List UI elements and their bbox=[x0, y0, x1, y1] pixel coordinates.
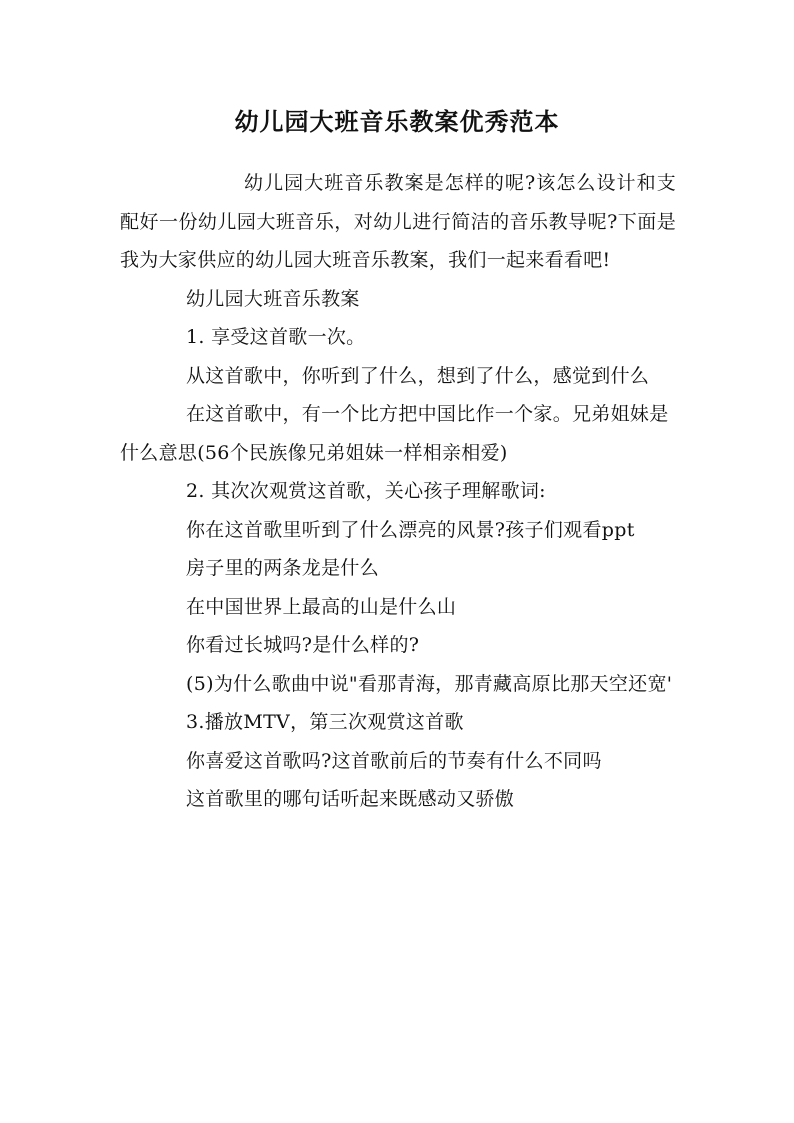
step-1: 1. 享受这首歌一次。 bbox=[186, 326, 366, 348]
section-heading: 幼儿园大班音乐教案 bbox=[186, 287, 360, 310]
intro-paragraph: 幼儿园大班音乐教案是怎样的呢?该怎么设计和支配好一份幼儿园大班音乐，对幼儿进行简洁的音乐教导呢?下面是我为大家供应的幼儿园大班音乐教案，我们一起来看看吧! bbox=[120, 172, 676, 271]
scenery-question: 你在这首歌里听到了什么漂亮的风景?孩子们观看ppt bbox=[186, 518, 635, 541]
document-title: 幼儿园大班音乐教案优秀范本 bbox=[234, 108, 560, 136]
rhythm-question: 你喜爱这首歌吗?这首歌前后的节奏有什么不同吗 bbox=[186, 749, 602, 772]
great-wall-question: 你看过长城吗?是什么样的? bbox=[186, 634, 420, 656]
dragon-question: 房子里的两条龙是什么 bbox=[186, 557, 380, 579]
proud-line-question: 这首歌里的哪句话听起来既感动又骄傲 bbox=[186, 788, 515, 810]
question-paragraph: 从这首歌中，你听到了什么，想到了什么，感觉到什么 bbox=[186, 364, 650, 387]
lyrics-question: (5)为什么歌曲中说"看那青海，那青藏高原比那天空还宽' bbox=[186, 672, 673, 695]
document-body bbox=[120, 164, 676, 819]
step-2: 2. 其次次观赏这首歌，关心孩子理解歌词: bbox=[186, 480, 546, 502]
mountain-question: 在中国世界上最高的山是什么山 bbox=[186, 595, 457, 618]
metaphor-paragraph: 在这首歌中，有一个比方把中国比作一个家。兄弟姐妹是什么意思(56个民族像兄弟姐妹一样相亲相爱) bbox=[120, 403, 669, 464]
step-3: 3.播放MTV，第三次观赏这首歌 bbox=[186, 711, 464, 733]
